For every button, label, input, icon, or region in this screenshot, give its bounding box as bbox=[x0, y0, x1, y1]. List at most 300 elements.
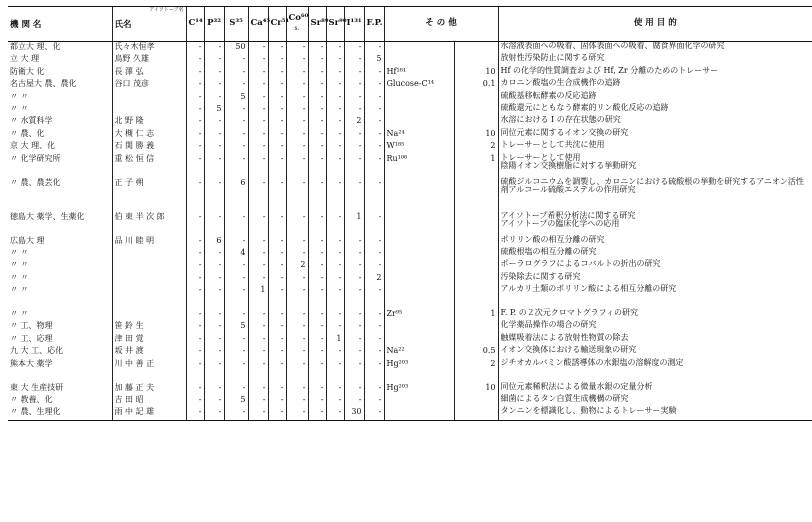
cell-other-amount bbox=[454, 104, 498, 116]
cell-fp: - bbox=[364, 236, 384, 248]
cell-p32: - bbox=[204, 129, 224, 141]
cell-sr90: - bbox=[326, 116, 344, 128]
cell-s35: - bbox=[224, 273, 248, 285]
cell-p32: - bbox=[204, 79, 224, 91]
header-s35: S³⁵ bbox=[224, 7, 248, 42]
header-person-label: 氏名 bbox=[114, 20, 132, 31]
cell-fp: - bbox=[364, 79, 384, 91]
cell-s35: - bbox=[224, 54, 248, 66]
table-row bbox=[8, 178, 812, 212]
isotope-allocation-table bbox=[8, 6, 812, 421]
cell-cr51: - bbox=[268, 67, 286, 79]
cell-i131: - bbox=[344, 260, 364, 272]
cell-sr89: - bbox=[308, 154, 326, 178]
cell-c14: - bbox=[186, 116, 204, 128]
cell-p32: 5 bbox=[204, 104, 224, 116]
header-other: そ の 他 bbox=[384, 7, 498, 42]
cell-c14: - bbox=[186, 285, 204, 309]
cell-institution: 九 大 工、応化 bbox=[10, 346, 64, 356]
cell-c14: - bbox=[186, 334, 204, 346]
cell-i131: - bbox=[344, 154, 364, 178]
cell-cr51: - bbox=[268, 407, 286, 420]
cell-other-element bbox=[384, 260, 454, 272]
cell-sr90: - bbox=[326, 154, 344, 178]
cell-sr89: - bbox=[308, 141, 326, 153]
table-row bbox=[8, 248, 812, 260]
table-row bbox=[8, 395, 812, 407]
cell-sr90: - bbox=[326, 92, 344, 104]
cell-purpose: 硫酸基移転酵素の反応追跡 bbox=[498, 92, 812, 104]
cell-sr89: - bbox=[308, 285, 326, 309]
cell-i131: - bbox=[344, 346, 364, 358]
cell-ca45: - bbox=[248, 54, 268, 66]
table-row bbox=[8, 54, 812, 66]
cell-sr89: - bbox=[308, 321, 326, 333]
cell-ca45: - bbox=[248, 321, 268, 333]
cell-institution: 広島大 理 bbox=[10, 235, 45, 245]
cell-other-element: Hg²⁰³ bbox=[384, 359, 454, 383]
cell-ca45: - bbox=[248, 92, 268, 104]
cell-purpose: 同位元素に関するイオン交換の研究 bbox=[498, 129, 812, 141]
cell-other-amount bbox=[454, 42, 498, 55]
cell-other-element: Zr⁹⁵ bbox=[384, 309, 454, 321]
cell-sr89: - bbox=[308, 359, 326, 383]
cell-c14: - bbox=[186, 79, 204, 91]
cell-c14: - bbox=[186, 260, 204, 272]
cell-purpose: アルカリ土類のポリリン酸による相互分離の研究 bbox=[498, 285, 812, 309]
cell-other-element bbox=[384, 248, 454, 260]
header-c14: C¹⁴ bbox=[186, 7, 204, 42]
cell-other-element: Glucose-C¹⁴ bbox=[384, 79, 454, 91]
cell-other-element bbox=[384, 236, 454, 248]
cell-sr90: - bbox=[326, 321, 344, 333]
cell-person bbox=[112, 248, 186, 260]
cell-co60: - bbox=[286, 42, 308, 55]
table-row bbox=[8, 116, 812, 128]
cell-person bbox=[112, 104, 186, 116]
cell-fp: - bbox=[364, 260, 384, 272]
cell-other-amount: 10 bbox=[454, 383, 498, 395]
cell-institution: 防衛大 化 bbox=[10, 66, 45, 76]
cell-co60: - bbox=[286, 129, 308, 141]
cell-co60: - bbox=[286, 79, 308, 91]
cell-purpose: F. P. の２次元クロマトグラフィの研究 bbox=[498, 309, 812, 321]
cell-person: 正 子 朔 bbox=[112, 178, 186, 212]
cell-s35: - bbox=[224, 334, 248, 346]
cell-purpose: タンニンを標識化し、動物によるトレーサー実験 bbox=[498, 407, 812, 420]
cell-ca45: - bbox=[248, 178, 268, 212]
cell-p32: - bbox=[204, 309, 224, 321]
cell-sr90: - bbox=[326, 54, 344, 66]
cell-c14: - bbox=[186, 395, 204, 407]
cell-person: 笹 鈴 生 bbox=[112, 321, 186, 333]
cell-fp: - bbox=[364, 154, 384, 178]
cell-i131: 1 bbox=[344, 212, 364, 236]
cell-other-element bbox=[384, 273, 454, 285]
cell-sr90: - bbox=[326, 236, 344, 248]
cell-cr51: - bbox=[268, 395, 286, 407]
cell-co60: - bbox=[286, 178, 308, 212]
cell-ca45: - bbox=[248, 67, 268, 79]
cell-cr51: - bbox=[268, 92, 286, 104]
table-row bbox=[8, 346, 812, 358]
cell-co60: - bbox=[286, 309, 308, 321]
header-row bbox=[8, 7, 812, 42]
cell-institution: 〃 〃 bbox=[10, 91, 29, 101]
cell-c14: - bbox=[186, 104, 204, 116]
cell-cr51: - bbox=[268, 54, 286, 66]
header-sr89: Sr⁸⁹ bbox=[308, 7, 326, 42]
cell-sr90: - bbox=[326, 79, 344, 91]
cell-institution: 〃 〃 bbox=[10, 247, 29, 257]
cell-co60: - bbox=[286, 236, 308, 248]
cell-sr89: - bbox=[308, 42, 326, 55]
cell-person: 加 藤 正 夫 bbox=[112, 383, 186, 395]
cell-sr90: - bbox=[326, 212, 344, 236]
cell-other-amount bbox=[454, 248, 498, 260]
cell-c14: - bbox=[186, 67, 204, 79]
header-isotope-label: アイソトープ名 bbox=[149, 7, 184, 13]
cell-person bbox=[112, 309, 186, 321]
cell-purpose: イオン交換体における輸送現象の研究 bbox=[498, 346, 812, 358]
cell-purpose: 水溶における I の存在状態の研究 bbox=[498, 116, 812, 128]
cell-other-amount bbox=[454, 92, 498, 104]
cell-co60: - bbox=[286, 321, 308, 333]
cell-purpose: カロニン酸塩の生合成機作の追跡 bbox=[498, 79, 812, 91]
cell-fp: - bbox=[364, 104, 384, 116]
cell-fp: - bbox=[364, 334, 384, 346]
header-p32: P³² bbox=[204, 7, 224, 42]
cell-co60: - bbox=[286, 154, 308, 178]
cell-c14: - bbox=[186, 248, 204, 260]
cell-fp: - bbox=[364, 359, 384, 383]
cell-c14: - bbox=[186, 383, 204, 395]
cell-person bbox=[112, 260, 186, 272]
table-row bbox=[8, 309, 812, 321]
cell-cr51: - bbox=[268, 273, 286, 285]
cell-p32: - bbox=[204, 67, 224, 79]
table-row bbox=[8, 92, 812, 104]
cell-fp: - bbox=[364, 407, 384, 420]
cell-co60: - bbox=[286, 141, 308, 153]
cell-other-element bbox=[384, 407, 454, 420]
cell-fp: - bbox=[364, 116, 384, 128]
cell-fp: - bbox=[364, 141, 384, 153]
cell-institution: 〃 〃 bbox=[10, 309, 29, 319]
cell-purpose: トレーサーとして共沈に使用 bbox=[498, 141, 812, 153]
cell-ca45: - bbox=[248, 383, 268, 395]
cell-institution: 京 大 理、化 bbox=[10, 141, 56, 151]
cell-institution: 〃 〃 bbox=[10, 272, 29, 282]
cell-ca45: - bbox=[248, 104, 268, 116]
cell-institution: 〃 〃 bbox=[10, 285, 29, 295]
cell-purpose: 硫酸根塩の相互分離の研究 bbox=[498, 248, 812, 260]
cell-other-amount bbox=[454, 54, 498, 66]
cell-s35: - bbox=[224, 285, 248, 309]
cell-person: 谷口 茂彦 bbox=[112, 79, 186, 91]
cell-cr51: - bbox=[268, 141, 286, 153]
cell-s35: - bbox=[224, 260, 248, 272]
cell-i131: - bbox=[344, 383, 364, 395]
table-row bbox=[8, 42, 812, 55]
cell-purpose: ジチオカルバミン酸誘導体の水銀塩の溶解度の測定 bbox=[498, 359, 812, 383]
cell-ca45: - bbox=[248, 141, 268, 153]
cell-ca45: - bbox=[248, 359, 268, 383]
cell-purpose: ポリリン酸の相互分離の研究 bbox=[498, 236, 812, 248]
cell-sr90: - bbox=[326, 309, 344, 321]
cell-purpose: 放射性汚染防止に関する研究 bbox=[498, 54, 812, 66]
cell-i131: - bbox=[344, 285, 364, 309]
table-row bbox=[8, 67, 812, 79]
cell-cr51: - bbox=[268, 154, 286, 178]
cell-purpose: ポーラログラフによるコバルトの折出の研究 bbox=[498, 260, 812, 272]
cell-sr89: - bbox=[308, 212, 326, 236]
cell-person: 品 川 睦 明 bbox=[112, 236, 186, 248]
cell-s35: - bbox=[224, 212, 248, 236]
cell-p32: - bbox=[204, 407, 224, 420]
cell-s35: - bbox=[224, 129, 248, 141]
cell-ca45: - bbox=[248, 273, 268, 285]
cell-sr90: 1 bbox=[326, 334, 344, 346]
cell-cr51: - bbox=[268, 334, 286, 346]
cell-person bbox=[112, 285, 186, 309]
cell-sr89: - bbox=[308, 273, 326, 285]
cell-other-amount bbox=[454, 212, 498, 236]
cell-other-amount: 1 bbox=[454, 309, 498, 321]
cell-sr90: - bbox=[326, 407, 344, 420]
cell-p32: - bbox=[204, 54, 224, 66]
table-row bbox=[8, 141, 812, 153]
cell-cr51: - bbox=[268, 285, 286, 309]
cell-institution: 熊本大 薬学 bbox=[10, 358, 53, 368]
cell-p32: - bbox=[204, 273, 224, 285]
cell-sr90: - bbox=[326, 42, 344, 55]
cell-c14: - bbox=[186, 178, 204, 212]
cell-institution: 〃 農、化 bbox=[10, 128, 45, 138]
cell-p32: 6 bbox=[204, 236, 224, 248]
cell-s35: - bbox=[224, 236, 248, 248]
cell-person bbox=[112, 92, 186, 104]
cell-institution: 都立大 理、化 bbox=[10, 42, 61, 51]
cell-co60: - bbox=[286, 273, 308, 285]
header-institution: 機 関 名 bbox=[8, 7, 112, 42]
cell-s35: - bbox=[224, 359, 248, 383]
table-row bbox=[8, 359, 812, 383]
cell-c14: - bbox=[186, 129, 204, 141]
isotope-table-page bbox=[8, 6, 804, 421]
cell-s35: - bbox=[224, 67, 248, 79]
cell-ca45: - bbox=[248, 395, 268, 407]
cell-person bbox=[112, 273, 186, 285]
cell-other-amount bbox=[454, 236, 498, 248]
cell-co60: - bbox=[286, 248, 308, 260]
cell-ca45: - bbox=[248, 248, 268, 260]
cell-other-amount bbox=[454, 273, 498, 285]
cell-fp: - bbox=[364, 309, 384, 321]
cell-fp: 5 bbox=[364, 54, 384, 66]
cell-other-element bbox=[384, 42, 454, 55]
table-row bbox=[8, 79, 812, 91]
cell-c14: - bbox=[186, 309, 204, 321]
cell-sr89: - bbox=[308, 309, 326, 321]
cell-sr89: - bbox=[308, 129, 326, 141]
cell-sr89: - bbox=[308, 395, 326, 407]
cell-institution: 徳島大 薬学、生薬化 bbox=[10, 211, 85, 221]
cell-institution: 〃 工、物理 bbox=[10, 321, 53, 331]
cell-co60: - bbox=[286, 334, 308, 346]
cell-p32: - bbox=[204, 359, 224, 383]
cell-purpose: アイソトープ希釈分析法に関する研究 アイソトープの臨床化学への応用 bbox=[498, 212, 812, 236]
cell-sr89: - bbox=[308, 178, 326, 212]
cell-other-amount: 10 bbox=[454, 67, 498, 79]
cell-co60: - bbox=[286, 92, 308, 104]
cell-sr89: - bbox=[308, 346, 326, 358]
cell-i131: - bbox=[344, 236, 364, 248]
cell-ca45: - bbox=[248, 334, 268, 346]
cell-ca45: - bbox=[248, 42, 268, 55]
cell-co60: - bbox=[286, 54, 308, 66]
cell-other-amount bbox=[454, 285, 498, 309]
cell-s35: - bbox=[224, 104, 248, 116]
cell-purpose: トレーサーとして使用 陰陽イオン交換樹脂に対する挙動研究 bbox=[498, 154, 812, 178]
cell-ca45: - bbox=[248, 79, 268, 91]
cell-person: 氏々木恒孝 bbox=[112, 42, 186, 55]
cell-other-element bbox=[384, 92, 454, 104]
cell-sr89: - bbox=[308, 334, 326, 346]
cell-co60: - bbox=[286, 212, 308, 236]
cell-sr90: - bbox=[326, 141, 344, 153]
cell-p32: - bbox=[204, 383, 224, 395]
cell-sr89: - bbox=[308, 248, 326, 260]
cell-fp: 2 bbox=[364, 273, 384, 285]
cell-fp: - bbox=[364, 285, 384, 309]
cell-other-amount bbox=[454, 334, 498, 346]
cell-i131: - bbox=[344, 92, 364, 104]
cell-sr90: - bbox=[326, 346, 344, 358]
cell-person: 吉 田 昭 bbox=[112, 395, 186, 407]
cell-other-amount: 2 bbox=[454, 359, 498, 383]
cell-p32: - bbox=[204, 42, 224, 55]
cell-sr90: - bbox=[326, 67, 344, 79]
cell-other-element: Na²² bbox=[384, 346, 454, 358]
cell-fp: - bbox=[364, 129, 384, 141]
cell-purpose: 同位元素稀釈法による微量水銀の定量分析 bbox=[498, 383, 812, 395]
cell-other-amount bbox=[454, 178, 498, 212]
cell-person: 津 田 覚 bbox=[112, 334, 186, 346]
cell-sr89: - bbox=[308, 116, 326, 128]
cell-i131: - bbox=[344, 321, 364, 333]
cell-other-element bbox=[384, 212, 454, 236]
cell-person: 川 中 善 正 bbox=[112, 359, 186, 383]
cell-i131: - bbox=[344, 42, 364, 55]
cell-person: 雨 中 記 雄 bbox=[112, 407, 186, 420]
cell-sr89: - bbox=[308, 236, 326, 248]
cell-ca45: - bbox=[248, 346, 268, 358]
cell-s35: 50 bbox=[224, 42, 248, 55]
cell-other-element bbox=[384, 334, 454, 346]
cell-sr90: - bbox=[326, 273, 344, 285]
cell-sr90: - bbox=[326, 129, 344, 141]
cell-s35: - bbox=[224, 407, 248, 420]
cell-institution: 〃 〃 bbox=[10, 260, 29, 270]
cell-other-element bbox=[384, 116, 454, 128]
table-row bbox=[8, 334, 812, 346]
header-co60 bbox=[286, 7, 308, 42]
cell-other-element: Hf¹⁸¹ bbox=[384, 67, 454, 79]
cell-person: 重 松 恒 信 bbox=[112, 154, 186, 178]
cell-i131: 2 bbox=[344, 116, 364, 128]
cell-other-amount bbox=[454, 395, 498, 407]
cell-c14: - bbox=[186, 346, 204, 358]
cell-s35: 4 bbox=[224, 248, 248, 260]
cell-other-amount bbox=[454, 321, 498, 333]
cell-institution: 〃 教養、化 bbox=[10, 395, 53, 405]
cell-fp: - bbox=[364, 212, 384, 236]
cell-s35: - bbox=[224, 346, 248, 358]
cell-fp: - bbox=[364, 178, 384, 212]
cell-fp: - bbox=[364, 248, 384, 260]
cell-co60: - bbox=[286, 395, 308, 407]
table-row bbox=[8, 407, 812, 420]
cell-other-element bbox=[384, 178, 454, 212]
cell-i131: - bbox=[344, 309, 364, 321]
cell-c14: - bbox=[186, 92, 204, 104]
header-use: 使 用 目 的 bbox=[498, 7, 812, 42]
table-row bbox=[8, 236, 812, 248]
cell-cr51: - bbox=[268, 359, 286, 383]
cell-institution: 〃 〃 bbox=[10, 103, 29, 113]
cell-fp: - bbox=[364, 395, 384, 407]
cell-cr51: - bbox=[268, 236, 286, 248]
cell-cr51: - bbox=[268, 129, 286, 141]
header-co60-sub: s. bbox=[294, 25, 300, 32]
cell-ca45: - bbox=[248, 407, 268, 420]
cell-ca45: - bbox=[248, 309, 268, 321]
cell-other-element: Ru¹⁰⁶ bbox=[384, 154, 454, 178]
cell-other-amount bbox=[454, 260, 498, 272]
cell-i131: - bbox=[344, 248, 364, 260]
cell-other-amount: 1 bbox=[454, 154, 498, 178]
cell-institution: 〃 農、生理化 bbox=[8, 407, 112, 420]
cell-sr89: - bbox=[308, 54, 326, 66]
cell-sr89: - bbox=[308, 79, 326, 91]
cell-institution: 〃 工、応理 bbox=[10, 333, 53, 343]
table-row bbox=[8, 321, 812, 333]
cell-i131: 30 bbox=[344, 407, 364, 420]
header-cr51: Cr⁵¹ bbox=[268, 7, 286, 42]
cell-other-amount bbox=[454, 116, 498, 128]
cell-sr90: - bbox=[326, 178, 344, 212]
cell-ca45: - bbox=[248, 212, 268, 236]
cell-p32: - bbox=[204, 116, 224, 128]
cell-co60: - bbox=[286, 104, 308, 116]
table-row bbox=[8, 154, 812, 178]
cell-c14: - bbox=[186, 54, 204, 66]
cell-s35: - bbox=[224, 383, 248, 395]
cell-fp: - bbox=[364, 67, 384, 79]
cell-c14: - bbox=[186, 321, 204, 333]
cell-p32: - bbox=[204, 321, 224, 333]
table-row bbox=[8, 285, 812, 309]
header-ca45: Ca⁴⁵ bbox=[248, 7, 268, 42]
cell-c14: - bbox=[186, 359, 204, 383]
cell-institution: 〃 水質科学 bbox=[10, 116, 53, 126]
cell-s35: - bbox=[224, 79, 248, 91]
cell-person: 石 関 勝 義 bbox=[112, 141, 186, 153]
cell-cr51: - bbox=[268, 383, 286, 395]
cell-p32: - bbox=[204, 346, 224, 358]
cell-cr51: - bbox=[268, 212, 286, 236]
